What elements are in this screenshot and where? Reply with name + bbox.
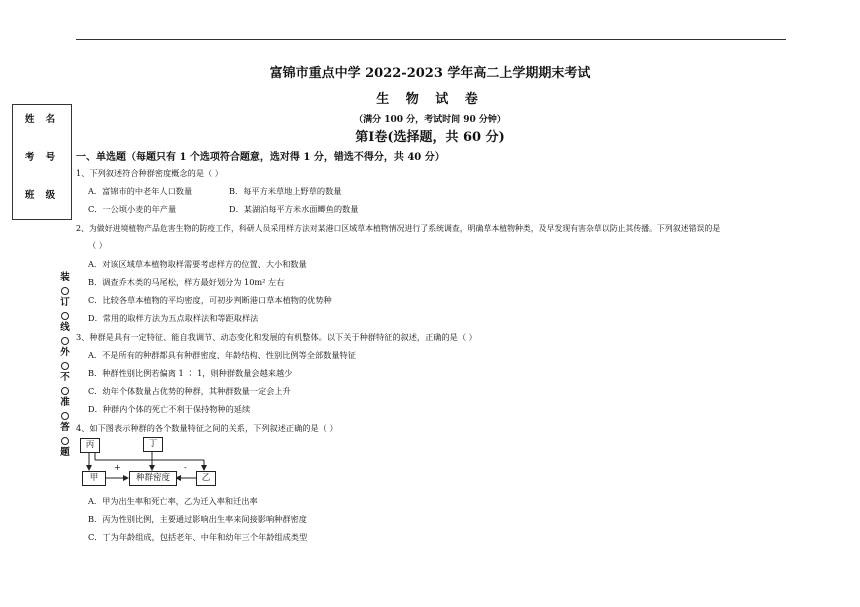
name-label: 姓 名 — [24, 114, 60, 125]
section-title: 第Ⅰ卷(选择题，共 60 分) — [355, 130, 505, 145]
seal-char: 题 — [60, 447, 70, 458]
seal-char: 外 — [60, 347, 70, 358]
seal-circle — [61, 412, 69, 420]
minus-sign: - — [184, 463, 187, 472]
question-2-option-c: C．比较各草本植物的平均密度，可初步判断港口草本植物的优势种 — [88, 295, 332, 305]
part-one-heading: 一、单选题（每题只有 1 个选项符合题意，选对得 1 分，错选不得分，共 40 分） — [76, 152, 445, 163]
seal-circle — [61, 312, 69, 320]
question-4-option-a: A．甲为出生率和死亡率，乙为迁入率和迁出率 — [88, 496, 258, 506]
question-1-stem: 1、下列叙述符合种群密度概念的是（ ） — [76, 168, 223, 178]
seal-circle — [61, 387, 69, 395]
seal-char: 准 — [60, 397, 70, 408]
box-population-density: 种群密度 — [129, 471, 177, 486]
seal-circle — [61, 437, 69, 445]
question-1-option-a: A．富锦市的中老年人口数量 — [88, 186, 193, 196]
question-1-option-b: B．每平方米草地上野草的数量 — [229, 186, 342, 196]
question-1-option-d: D．某湖泊每平方米水面鲫鱼的数量 — [229, 204, 359, 214]
question-3-stem: 3、种群是具有一定特征、能自我调节、动态变化和发展的有机整体。以下关于种群特征的叙述，正确的是（ ） — [76, 332, 477, 342]
question-4-option-c: C．丁为年龄组成，包括老年、中年和幼年三个年龄组成类型 — [88, 532, 308, 542]
exam-title: 富锦市重点中学 2022-2023 学年高二上学期期末考试 — [269, 66, 591, 81]
question-3-option-c: C．幼年个体数量占优势的种群，其种群数量一定会上升 — [88, 386, 291, 396]
class-label: 班 级 — [24, 190, 60, 201]
exam-subject: 生 物 试 卷 — [376, 92, 484, 107]
seal-line — [58, 272, 72, 459]
box-yi: 乙 — [196, 471, 216, 486]
population-diagram — [80, 436, 230, 488]
box-jia: 甲 — [82, 471, 106, 486]
question-2-option-d: D．常用的取样方法为五点取样法和等距取样法 — [88, 313, 259, 323]
question-1-option-c: C．一公顷小麦的年产量 — [88, 204, 177, 214]
seal-circle — [61, 287, 69, 295]
question-2-stem-continued: （ ） — [88, 240, 107, 250]
question-4-option-b: B．丙为性别比例，主要通过影响出生率来间接影响种群密度 — [88, 514, 307, 524]
student-info-box — [12, 104, 72, 220]
seal-char: 订 — [60, 297, 70, 308]
seal-circle — [61, 362, 69, 370]
seal-char: 装 — [60, 272, 70, 283]
seal-char: 答 — [60, 422, 70, 433]
exam-meta: （满分 100 分，考试时间 90 分钟） — [354, 115, 506, 125]
plus-sign: + — [114, 463, 121, 472]
question-2-option-b: B．调查乔木类的马尾松，样方最好划分为 10m² 左右 — [88, 277, 285, 287]
seal-char: 线 — [60, 322, 70, 333]
question-2-stem: 2、为做好进境植物产品危害生物的防疫工作，科研人员采用样方法对某港口区域草本植物情况进行了系统调查，明确草本植物种类，及早发现有害杂草以防止其传播。下列叙述错误的是 — [76, 224, 721, 233]
top-rule — [76, 39, 786, 40]
box-bing: 丙 — [80, 438, 100, 453]
question-2-option-a: A．对该区域草本植物取样需要考虑样方的位置、大小和数量 — [88, 259, 307, 269]
number-label: 考 号 — [24, 152, 60, 163]
box-ding: 丁 — [143, 437, 163, 452]
question-3-option-a: A．不是所有的种群都具有种群密度、年龄结构、性别比例等全部数量特征 — [88, 350, 356, 360]
question-3-option-d: D．种群内个体的死亡不利于保持物种的延续 — [88, 404, 251, 414]
seal-circle — [61, 337, 69, 345]
question-4-stem: 4、如下图表示种群的各个数量特征之间的关系，下列叙述正确的是（ ） — [76, 423, 338, 433]
question-3-option-b: B．种群性别比例若偏离 1 ∶ 1，则种群数量会越来越少 — [88, 368, 293, 378]
seal-char: 不 — [60, 372, 70, 383]
